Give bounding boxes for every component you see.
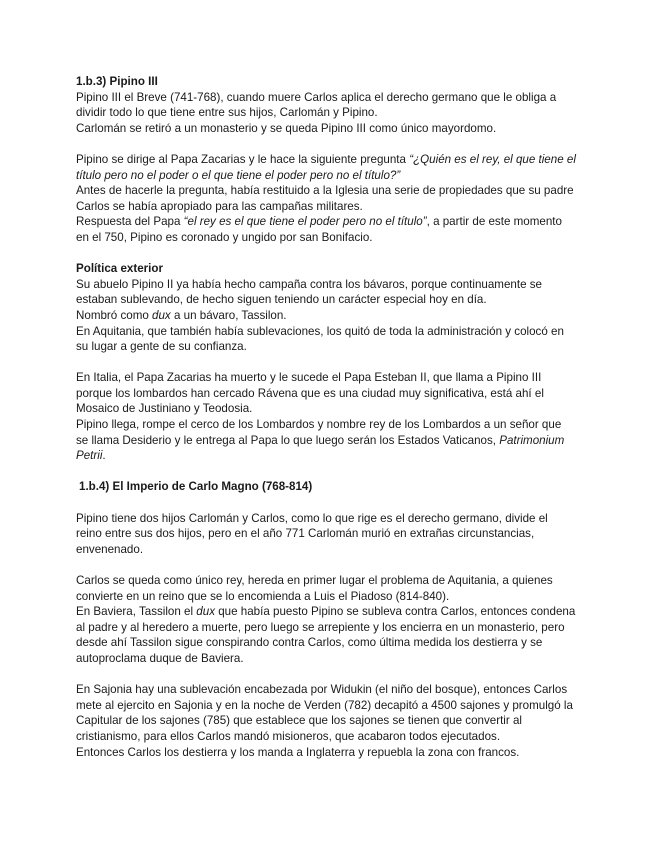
paragraph: Entonces Carlos los destierra y los manda a Inglaterra y repuebla la zona con francos. xyxy=(76,745,520,759)
paragraph: Pipino tiene dos hijos Carlomán y Carlos, como lo que rige es el derecho germano, divide el reino entre sus dos hijos, pero en el año 771 Carlomán murió en extrañas circunstancias, envenenado. xyxy=(76,511,548,556)
paragraph: Pipino III el Breve (741-768), cuando muere Carlos aplica el derecho germano que le obliga a dividir todo lo que tiene entre sus hijos, Carlomán y Pipino. xyxy=(76,90,557,120)
paragraph: En Italia, el Papa Zacarias ha muerto y le sucede el Papa Esteban II, que llama a Pipino III porque los lombardos han cercado Rávena que es una ciudad muy significativa, está ahí el Mosaico de Justiniano y Teodosia. xyxy=(76,371,544,416)
paragraph: Carlomán se retiró a un monasterio y se queda Pipino III como único mayordomo. xyxy=(76,121,497,135)
section-heading-pipino: 1.b.3) Pipino III xyxy=(76,75,158,88)
paragraph: Respuesta del Papa “el rey es el que tiene el poder pero no el título”, a partir de este momento en el 750, Pipino es coronado y ungido por san Bonifacio. xyxy=(76,215,562,244)
paragraph: En Baviera, Tassilon el dux que había puesto Pipino se subleva contra Carlos, entonces condena al padre y al heredero a muerte, pero luego se arrepiente y los encierra en un monasterio, pero desde ahí Tassilon sigue conspirando contra Carlos, como última medida los destierra y se autoproclama duque de Baviera. xyxy=(76,605,576,665)
quote: “¿Quién es el rey, el que tiene el título pero no el poder o el que tiene el poder pero no el título?” xyxy=(76,152,576,182)
section-heading-politica: Política exterior xyxy=(76,262,163,276)
paragraph: En Sajonia hay una sublevación encabezada por Widukin (el niño del bosque), entonces Carlos mete al ejercito en Sajonia y en la noche de Verden (782) decapitó a 4500 sajones y promulgó la Capitular de los sajones (785) que establece que los sajones se tienen que convertir al cristianismo, para ellos Carlos mandó misioneros, que acabaron todos ejecutados. xyxy=(76,683,573,743)
paragraph: Pipino llega, rompe el cerco de los Lombardos y nombre rey de los Lombardos a un señor que se llama Desiderio y le entrega al Papa lo que luego serán los Estados Vaticanos, Patrimonium Petrii. xyxy=(76,418,565,463)
section-heading-imperio: 1.b.4) El Imperio de Carlo Magno (768-814) xyxy=(79,480,313,494)
paragraph: Carlos se queda como único rey, hereda en primer lugar el problema de Aquitania, a quienes convierte en un reino que se lo encomienda a Luis el Piadoso (814-840). xyxy=(76,574,553,603)
document-page xyxy=(76,74,576,760)
paragraph: Su abuelo Pipino II ya había hecho campaña contra los bávaros, porque continuamente se estaban sublevando, de hecho siguen teniendo un carácter especial hoy en día. xyxy=(76,277,542,307)
quote: “el rey es el que tiene el poder pero no el título” xyxy=(183,215,427,229)
paragraph: Antes de hacerle la pregunta, había restituido a la Iglesia una serie de propiedades que su padre Carlos se había apropiado para las campañas militares. xyxy=(76,184,574,213)
paragraph: Nombró como dux a un bávaro, Tassilon. xyxy=(76,308,287,322)
paragraph: Pipino se dirige al Papa Zacarias y le hace la siguiente pregunta “¿Quién es el rey, el que tiene el título pero no el poder o el que tiene el poder pero no el título?” xyxy=(76,152,576,182)
paragraph: En Aquitania, que también había sublevaciones, los quitó de toda la administración y colocó en su lugar a gente de su confianza. xyxy=(76,324,564,354)
